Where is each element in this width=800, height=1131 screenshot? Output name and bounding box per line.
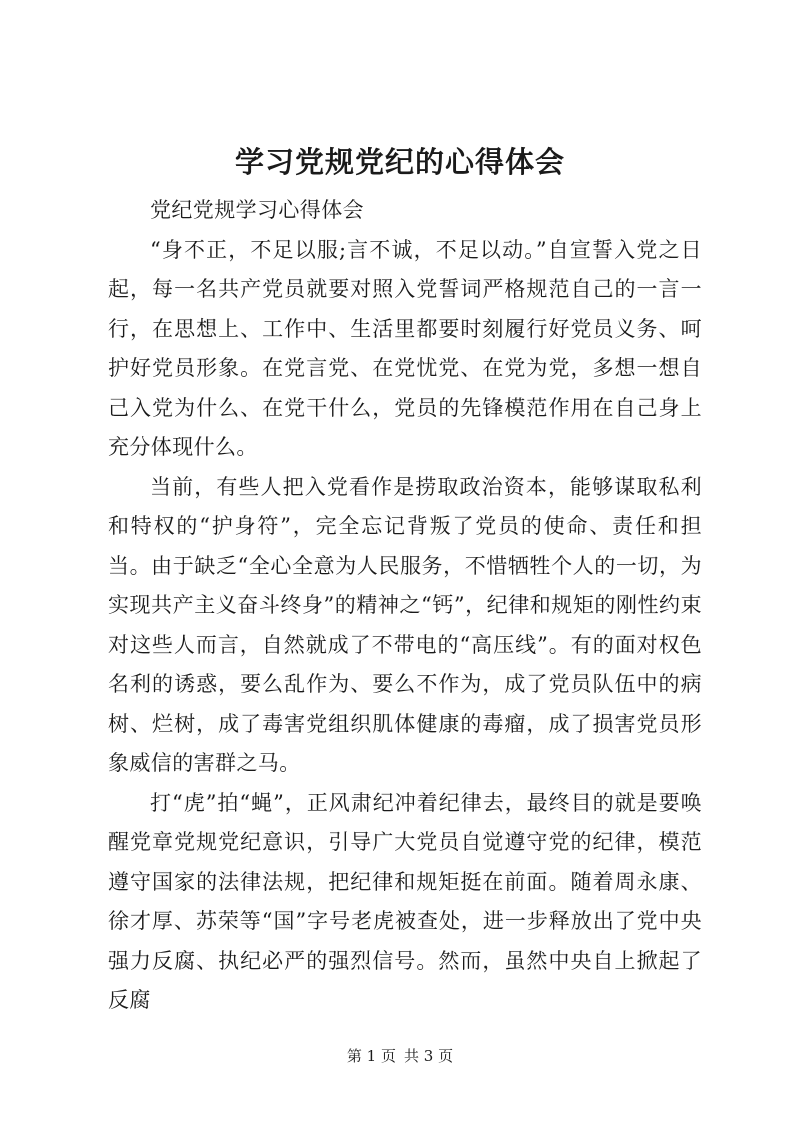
body-paragraph: 当前，有些人把入党看作是捞取政治资本，能够谋取私利和特权的“护身符”，完全忘记背叛了党员的使命、责任和担当。由于缺乏“全心全意为人民服务，不惜牺牲个人的一切，为实现共产主义奋斗终身”的精神之“钙”，纪律和规矩的刚性约束对这些人而言，自然就成了不带电的“高压线”。有的面对权色名利的诱惑，要么乱作为、要么不作为，成了党员队伍中的病树、烂树，成了毒害党组织肌体健康的毒瘤，成了损害党员形象威信的害群之马。 — [108, 474, 702, 775]
page-total: 共 3 页 — [404, 1047, 454, 1065]
document-title: 学习党规党纪的心得体会 — [234, 145, 565, 179]
body-paragraph: 打“虎”拍“蝇”，正风肃纪冲着纪律去，最终目的就是要唤醒党章党规党纪意识，引导广大党员自觉遵守党的纪律，模范遵守国家的法律法规，把纪律和规矩挺在前面。随着周永康、徐才厚、苏荣等“国”字号老虎被查处，进一步释放出了党中央强力反腐、执纪必严的强烈信号。然而，虽然中央自上掀起了反腐 — [108, 790, 702, 1012]
page-number: 第 1 页 — [346, 1047, 396, 1065]
document-subtitle: 党纪党规学习心得体会 — [150, 198, 364, 222]
page-footer — [0, 1046, 800, 1066]
document-body — [108, 191, 702, 1021]
body-paragraph: “身不正，不足以服;言不诚，不足以动。”自宣誓入党之日起，每一名共产党员就要对照入党誓词严格规范自己的一言一行，在思想上、工作中、生活里都要时刻履行好党员义务、呵护好党员形象。在党言党、在党忧党、在党为党，多想一想自己入党为什么、在党干什么，党员的先锋模范作用在自己身上充分体现什么。 — [108, 237, 702, 459]
